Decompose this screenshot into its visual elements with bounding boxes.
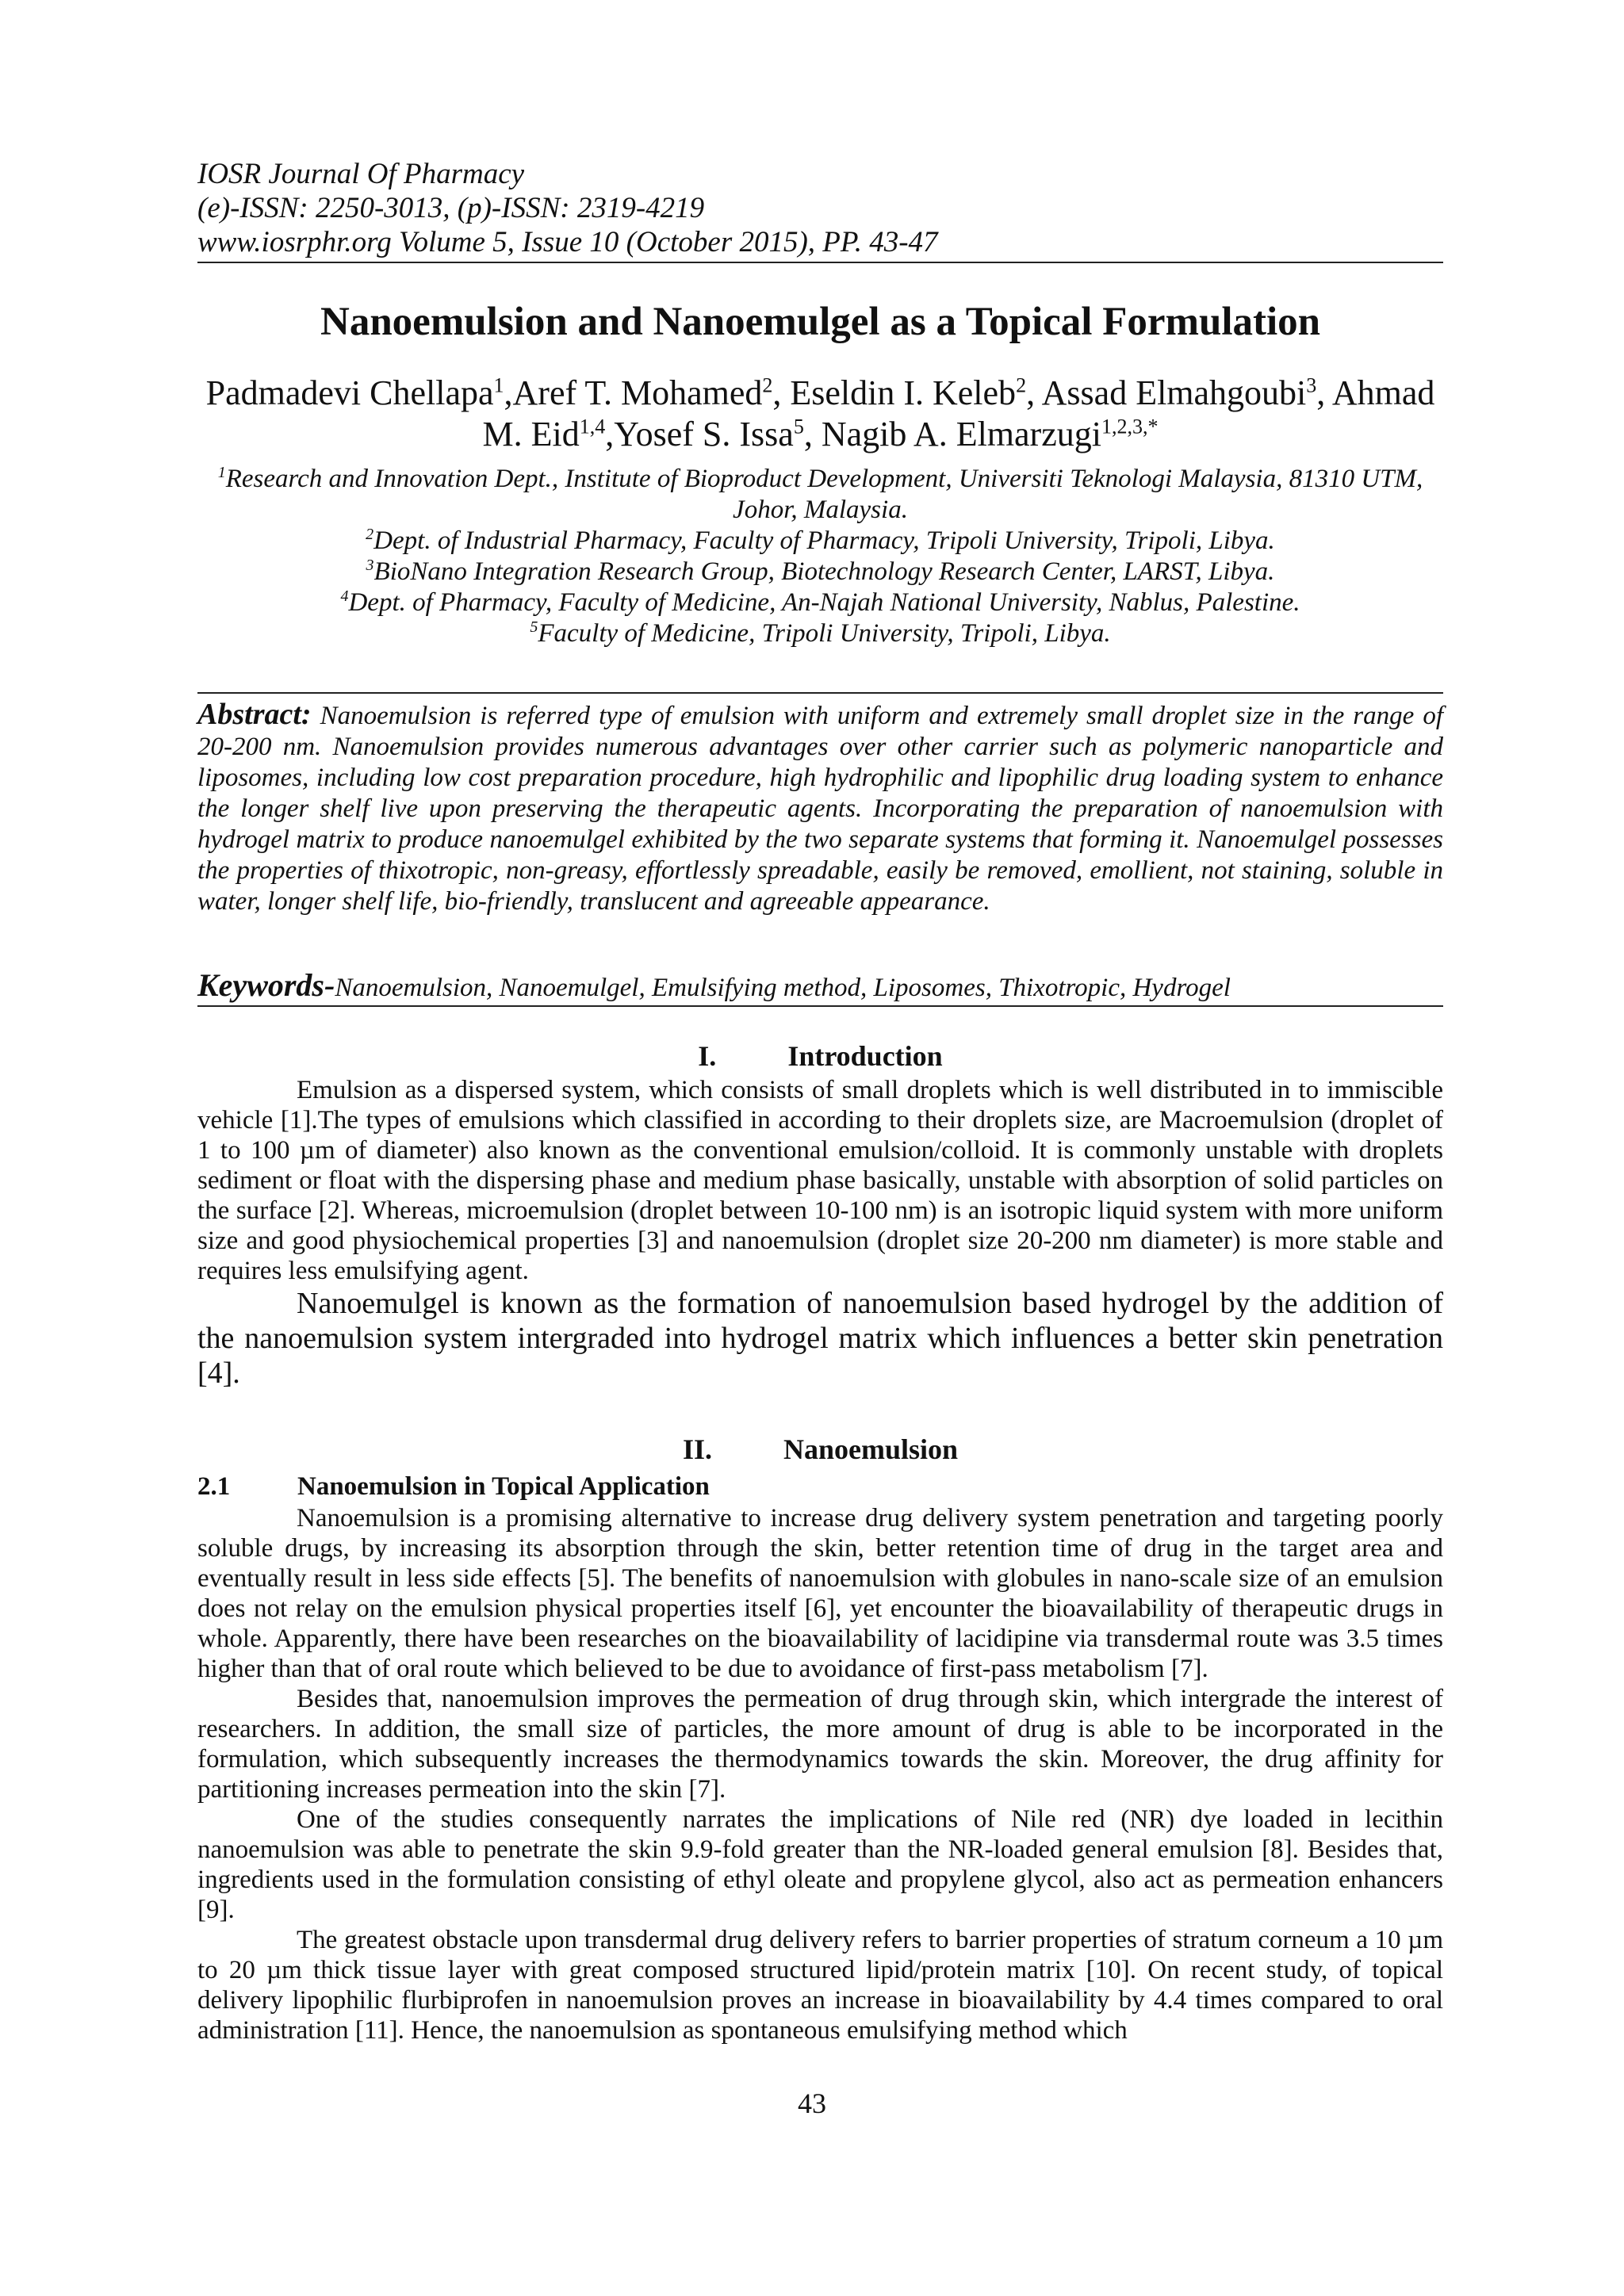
paragraph: One of the studies consequently narrates the implications of Nile red (NR) dye loaded in lecithin nanoemulsion was able to penetrate the skin 9.9-fold greater than the NR-loaded general emulsion [8]. Besides that, ingredients used in the formulation consisting of ethyl oleate and propylene glycol, also act as permeation enhancers [9]. [197,1805,1443,1924]
affiliation-list [197,464,1443,649]
journal-name: IOSR Journal Of Pharmacy [197,158,525,190]
abstract-divider [197,692,1443,694]
journal-header [197,157,1442,259]
nanoemulsion-body [197,1503,1443,2045]
author-affil-sup: 1 [493,373,504,397]
affiliation-text: Faculty of Medicine, Tripoli University, Tripoli, Libya. [538,619,1111,648]
keywords-divider [197,1005,1443,1007]
author-separator: , [1316,373,1332,412]
paragraph: The greatest obstacle upon transdermal drug delivery refers to barrier properties of stratum corneum a 10 µm to 20 µm thick tissue layer with great composed structured lipid/protein matrix [10]. On recent study, of topical delivery lipophilic flurbiprofen in nanoemulsion proves an increase in bioavailability by 4.4 times compared to oral administration [11]. Hence, the nanoemulsion as spontaneous emulsifying method which [197,1926,1443,2045]
affiliation-text: BioNano Integration Research Group, Biotechnology Research Center, LARST, Libya. [373,557,1275,586]
author-name: Yosef S. Issa [614,415,794,453]
affiliation-text: Research and Innovation Dept., Institute of Bioproduct Development, Universiti Teknologi Malaysia, 81310 UTM, Johor, Malaysia. [225,465,1423,524]
author-affil-sup: 2 [762,373,773,397]
introduction-body [197,1075,1443,1391]
author-name: Assad Elmahgoubi [1041,373,1307,412]
author-separator: , [504,373,513,412]
section-heading-introduction [197,1040,1443,1072]
section-number: II. [682,1433,712,1465]
abstract-label: Abstract: [197,698,312,731]
author-name: Aref T. Mohamed [512,373,763,412]
affiliation-text: Dept. of Industrial Pharmacy, Faculty of Pharmacy, Tripoli University, Tripoli, Libya. [373,526,1275,555]
affiliation-item [197,618,1443,649]
affiliation-item [197,526,1443,557]
paper-title: Nanoemulsion and Nanoemulgel as a Topical Formulation [320,300,1321,344]
affiliation-number: 3 [366,557,374,574]
author-name: Padmadevi Chellapa [205,373,494,412]
author-separator: , [772,373,791,412]
affiliation-item [197,557,1443,587]
author-name: Eseldin I. Keleb [790,373,1017,412]
page-number: 43 [798,2087,826,2119]
author-separator: , [803,415,822,453]
affiliation-number: 5 [530,618,538,636]
abstract [197,699,1443,917]
author-list [197,373,1443,455]
subsection-heading [197,1471,1443,1502]
section-title: Nanoemulsion [783,1433,959,1465]
subsection-number: 2.1 [197,1472,231,1501]
author-affil-sup: 5 [793,415,804,438]
section-number: I. [698,1040,717,1072]
author-separator: , [1026,373,1042,412]
affiliation-text: Dept. of Pharmacy, Faculty of Medicine, An-Najah National University, Nablus, Palestine. [348,588,1300,617]
keywords [197,969,1443,1004]
author-affil-sup: 2 [1016,373,1027,397]
keywords-label: Keywords- [197,967,335,1003]
journal-volume: www.iosrphr.org Volume 5, Issue 10 (October 2015), PP. 43-47 [197,226,938,258]
author-name: Nagib A. Elmarzugi [821,415,1101,453]
paragraph: Besides that, nanoemulsion improves the permeation of drug through skin, which intergrade the interest of researchers. In addition, the small size of particles, the more amount of drug is able to be incorporated in the formulation, which subsequently increases the thermodynamics towards the skin. Moreover, the drug affinity for partitioning increases permeation into the skin [7]. [197,1685,1443,1804]
affiliation-item [197,587,1443,618]
author-affil-sup: 1,4 [579,415,606,438]
author-affil-sup: 3 [1306,373,1317,397]
paragraph: Nanoemulsion is a promising alternative to increase drug delivery system penetration and targeting poorly soluble drugs, by increasing its absorption through the skin, better retention time of drug in the target area and eventually result in less side effects [5]. The benefits of nanoemulsion with globules in nano-scale size of an emulsion does not relay on the emulsion physical properties itself [6], yet encounter the bioavailability of therapeutic drugs in whole. Apparently, there have been researches on the bioavailability of lacidipine via transdermal route was 3.5 times higher than that of oral route which believed to be due to avoidance of first-pass metabolism [7]. [197,1504,1443,1683]
section-title: Introduction [787,1040,943,1072]
journal-issn: (e)-ISSN: 2250-3013, (p)-ISSN: 2319-4219 [197,192,705,224]
affiliation-number: 2 [366,526,374,543]
abstract-text: Nanoemulsion is referred type of emulsion with uniform and extremely small droplet size in the range of 20-200 nm. Nanoemulsion provides numerous advantages over other carrier such as polymeric nanoparticle and liposomes, including low cost preparation procedure, high hydrophilic and lipophilic drug loading system to enhance the longer shelf live upon preserving the therapeutic agents. Incorporating the preparation of nanoemulsion with hydrogel matrix to produce nanoemulgel exhibited by the two separate systems that forming it. Nanoemulgel possesses the properties of thixotropic, non-greasy, effortlessly spreadable, easily be removed, emollient, not staining, soluble in water, longer shelf life, bio-friendly, translucent and agreeable appearance. [197,702,1443,916]
author-separator: , [605,415,615,453]
subsection-title: Nanoemulsion in Topical Application [297,1472,710,1501]
paragraph: Nanoemulgel is known as the formation of nanoemulsion based hydrogel by the addition of the nanoemulsion system intergraded into hydrogel matrix which influences a better skin penetration [4]. [197,1287,1443,1390]
paragraph: Emulsion as a dispersed system, which consists of small droplets which is well distributed in to immiscible vehicle [1].The types of emulsions which classified in according to their droplets size, are Macroemulsion (droplet of 1 to 100 µm of diameter) also known as the conventional emulsion/colloid. It is commonly unstable with droplets sediment or float with the dispersing phase and medium phase basically, unstable with absorption of solid particles on the surface [2]. Whereas, microemulsion (droplet between 10-100 nm) is an isotropic liquid system with more uniform size and good physiochemical properties [3] and nanoemulsion (droplet size 20-200 nm diameter) is more stable and requires less emulsifying agent. [197,1076,1443,1285]
author-affil-sup: 1,2,3,* [1101,415,1159,438]
affiliation-number: 1 [217,464,226,481]
author-name: Ahmad M. Eid [482,373,1435,453]
header-divider [197,262,1443,263]
affiliation-number: 4 [340,587,349,605]
affiliation-item [197,464,1443,526]
section-heading-nanoemulsion [197,1433,1443,1465]
keywords-text: Nanoemulsion, Nanoemulgel, Emulsifying method, Liposomes, Thixotropic, Hydrogel [335,974,1231,1002]
